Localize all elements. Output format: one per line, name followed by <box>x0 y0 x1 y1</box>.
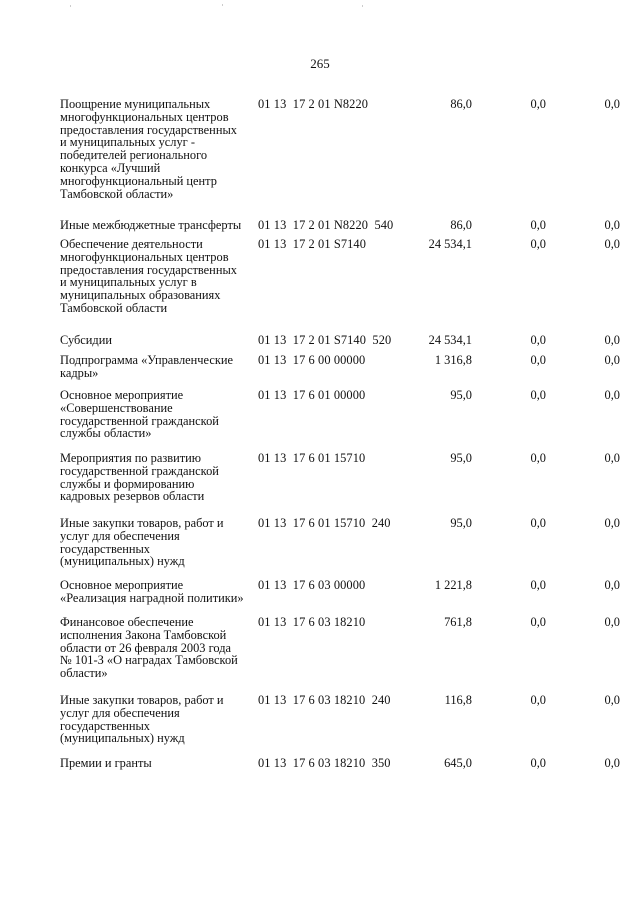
row-value-2: 0,0 <box>530 97 546 111</box>
row-name: Поощрение муниципальных многофункциональных центров предоставления государственных и муниципальных услуг - победителей регионального конкурса «Лучший многофункциональный центр Тамбовской области» <box>60 97 237 201</box>
row-code: 01 13 17 2 01 N8220 <box>258 97 369 111</box>
row-name: Мероприятия по развитию государственной гражданской службы и формированию кадровых резервов области <box>60 451 219 504</box>
row-value-1: 761,8 <box>444 615 472 629</box>
row-name: Иные закупки товаров, работ и услуг для обеспечения государственных (муниципальных) нужд <box>60 516 224 569</box>
row-value-3: 0,0 <box>604 693 620 707</box>
row-value-1: 95,0 <box>450 516 472 530</box>
row-code: 01 13 17 2 01 S7140 520 <box>258 333 392 347</box>
row-value-1: 1 221,8 <box>434 578 472 592</box>
row-value-1: 95,0 <box>450 388 472 402</box>
row-value-3: 0,0 <box>604 237 620 251</box>
row-name: Иные межбюджетные трансферты <box>60 218 242 232</box>
row-value-2: 0,0 <box>530 388 546 402</box>
row-code: 01 13 17 2 01 N8220 540 <box>258 218 394 232</box>
row-code: 01 13 17 6 03 18210 240 <box>258 693 391 707</box>
row-name: Иные закупки товаров, работ и услуг для обеспечения государственных (муниципальных) нужд <box>60 693 224 746</box>
scan-edge-marks <box>0 0 640 12</box>
row-code: 01 13 17 6 01 15710 240 <box>258 516 391 530</box>
row-value-2: 0,0 <box>530 353 546 367</box>
row-value-1: 116,8 <box>444 693 472 707</box>
row-name: Основное мероприятие «Совершенствование государственной гражданской службы области» <box>60 388 219 441</box>
row-value-2: 0,0 <box>530 237 546 251</box>
row-code: 01 13 17 2 01 S7140 <box>258 237 367 251</box>
row-value-2: 0,0 <box>530 756 546 770</box>
row-value-3: 0,0 <box>604 218 620 232</box>
row-name: Финансовое обеспечение исполнения Закона Тамбовской области от 26 февраля 2003 года № 101-З «О наградах Тамбовской области» <box>60 615 238 681</box>
row-value-1: 645,0 <box>444 756 472 770</box>
row-value-2: 0,0 <box>530 516 546 530</box>
row-value-1: 86,0 <box>450 97 472 111</box>
row-name: Премии и гранты <box>60 756 152 770</box>
row-name: Обеспечение деятельности многофункциональных центров предоставления государственных и муниципальных услуг в муниципальных образованиях Тамбовской области <box>60 237 237 315</box>
row-value-3: 0,0 <box>604 615 620 629</box>
row-code: 01 13 17 6 03 18210 350 <box>258 756 391 770</box>
row-value-2: 0,0 <box>530 218 546 232</box>
row-code: 01 13 17 6 03 00000 <box>258 578 366 592</box>
row-code: 01 13 17 6 01 00000 <box>258 388 366 402</box>
row-value-3: 0,0 <box>604 388 620 402</box>
row-value-1: 95,0 <box>450 451 472 465</box>
row-code: 01 13 17 6 00 00000 <box>258 353 366 367</box>
row-value-3: 0,0 <box>604 333 620 347</box>
row-name: Основное мероприятие «Реализация наградной политики» <box>60 578 244 605</box>
row-value-2: 0,0 <box>530 333 546 347</box>
row-value-1: 1 316,8 <box>434 353 472 367</box>
row-name: Субсидии <box>60 333 112 347</box>
row-code: 01 13 17 6 01 15710 <box>258 451 366 465</box>
row-code: 01 13 17 6 03 18210 <box>258 615 366 629</box>
row-value-2: 0,0 <box>530 451 546 465</box>
page-number: 265 <box>310 56 330 71</box>
row-value-3: 0,0 <box>604 97 620 111</box>
row-value-2: 0,0 <box>530 615 546 629</box>
row-value-3: 0,0 <box>604 516 620 530</box>
row-value-3: 0,0 <box>604 578 620 592</box>
row-value-2: 0,0 <box>530 693 546 707</box>
row-value-3: 0,0 <box>604 353 620 367</box>
row-value-1: 24 534,1 <box>428 333 472 347</box>
row-value-3: 0,0 <box>604 756 620 770</box>
row-name: Подпрограмма «Управленческие кадры» <box>60 353 233 380</box>
row-value-1: 86,0 <box>450 218 472 232</box>
row-value-1: 24 534,1 <box>428 237 472 251</box>
row-value-2: 0,0 <box>530 578 546 592</box>
row-value-3: 0,0 <box>604 451 620 465</box>
